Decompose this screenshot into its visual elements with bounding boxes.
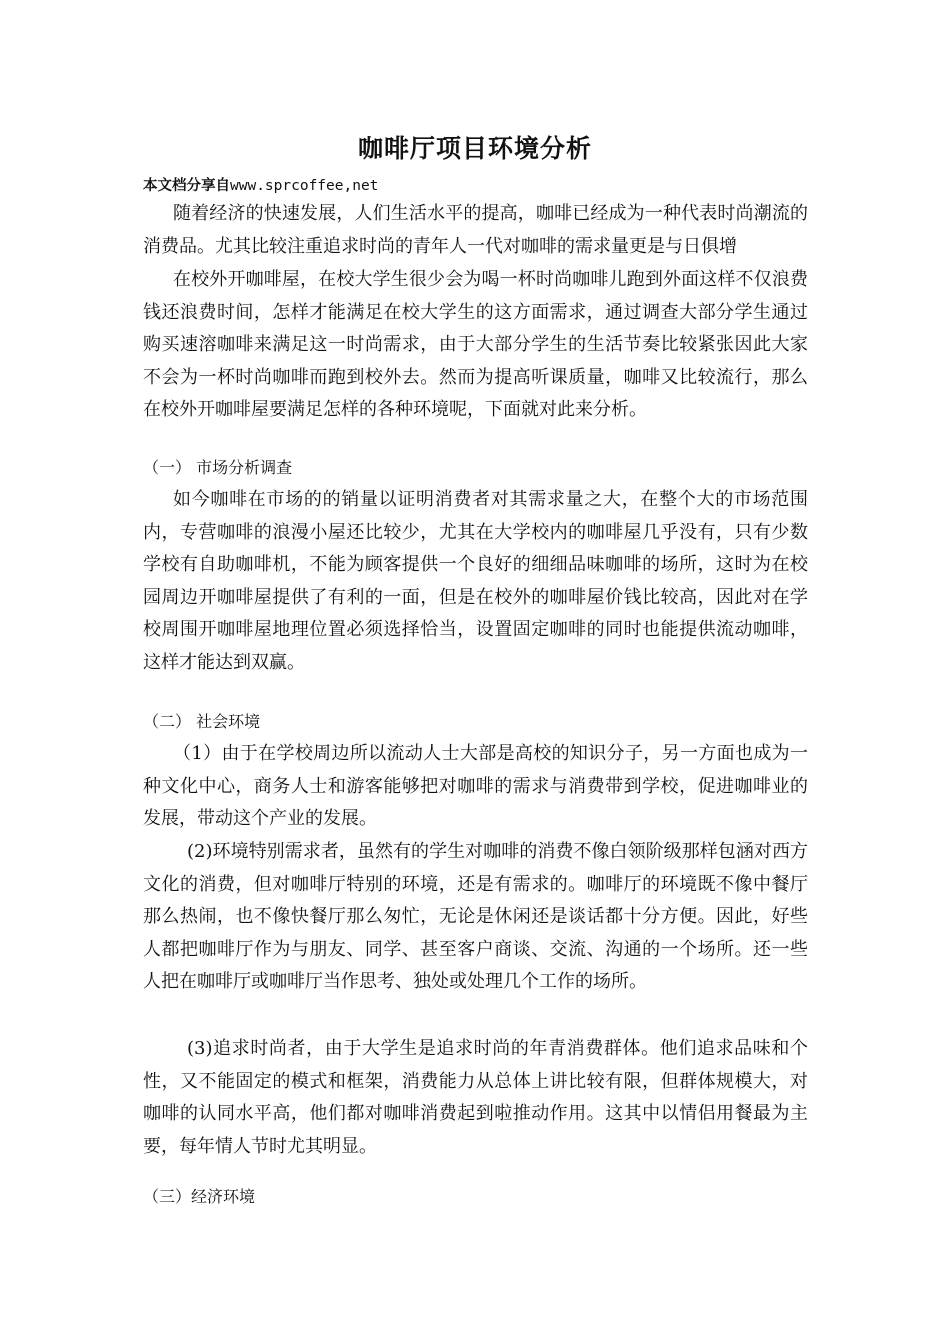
paragraph-social-3: (3)追求时尚者，由于大学生是追求时尚的年青消费群体。他们追求品味和个性，又不能固定的模式和框架，消费能力从总体上讲比较有限，但群体规模大，对咖啡的认同水平高，他们都对咖啡消费起到啦推动作用。这其中以情侣用餐最为主要，每年情人节时尤其明显。 bbox=[143, 1038, 808, 1157]
paragraph-intro: 随着经济的快速发展，人们生活水平的提高，咖啡已经成为一种代表时尚潮流的消费品。尤其比较注重追求时尚的青年人一代对咖啡的需求量更是与日俱增 bbox=[143, 203, 808, 257]
paragraph-market: 如今咖啡在市场的的销量以证明消费者对其需求量之大，在整个大的市场范围内，专营咖啡的浪漫小屋还比较少，尤其在大学校内的咖啡屋几乎没有，只有少数学校有自助咖啡机，不能为顾客提供一个良好的细细品味咖啡的场所，这时为在校园周边开咖啡屋提供了有利的一面，但是在校外的咖啡屋价钱比较高，因此对在学校周围开咖啡屋地理位置必须选择恰当，设置固定咖啡的同时也能提供流动咖啡，这样才能达到双赢。 bbox=[143, 489, 808, 673]
section-heading-social: （二） 社会环境 bbox=[143, 712, 261, 731]
share-site-link[interactable]: www.sprcoffee,net bbox=[230, 178, 379, 194]
section-heading-market: （一） 市场分析调查 bbox=[143, 458, 293, 477]
paragraph-social-1: （1）由于在学校周边所以流动人士大部是高校的知识分子，另一方面也成为一种文化中心，商务人士和游客能够把对咖啡的需求与消费带到学校，促进咖啡业的发展，带动这个产业的发展。 bbox=[143, 743, 808, 830]
paragraph-social-2: (2)环境特别需求者，虽然有的学生对咖啡的消费不像白领阶级那样包涵对西方文化的消费，但对咖啡厅特别的环境，还是有需求的。咖啡厅的环境既不像中餐厅那么热闹，也不像快餐厅那么匆忙，无论是休闲还是谈话都十分方便。因此，好些人都把咖啡厅作为与朋友、同学、甚至客户商谈、交流、沟通的一个场所。还一些人把在咖啡厅或咖啡厅当作思考、独处或处理几个工作的场所。 bbox=[143, 841, 808, 993]
share-prefix: 本文档分享自 bbox=[143, 178, 230, 194]
document-title: 咖啡厅项目环境分析 bbox=[357, 134, 592, 163]
section-heading-economic: （三）经济环境 bbox=[143, 1187, 256, 1206]
paragraph-campus: 在校外开咖啡屋，在校大学生很少会为喝一杯时尚咖啡儿跑到外面这样不仅浪费钱还浪费时间，怎样才能满足在校大学生的这方面需求，通过调查大部分学生通过购买速溶咖啡来满足这一时尚需求，由于大部分学生的生活节奏比较紧张因此大家不会为一杯时尚咖啡而跑到校外去。然而为提高听课质量，咖啡又比较流行，那么在校外开咖啡屋要满足怎样的各种环境呢，下面就对此来分析。 bbox=[143, 269, 808, 421]
share-line bbox=[143, 176, 378, 196]
